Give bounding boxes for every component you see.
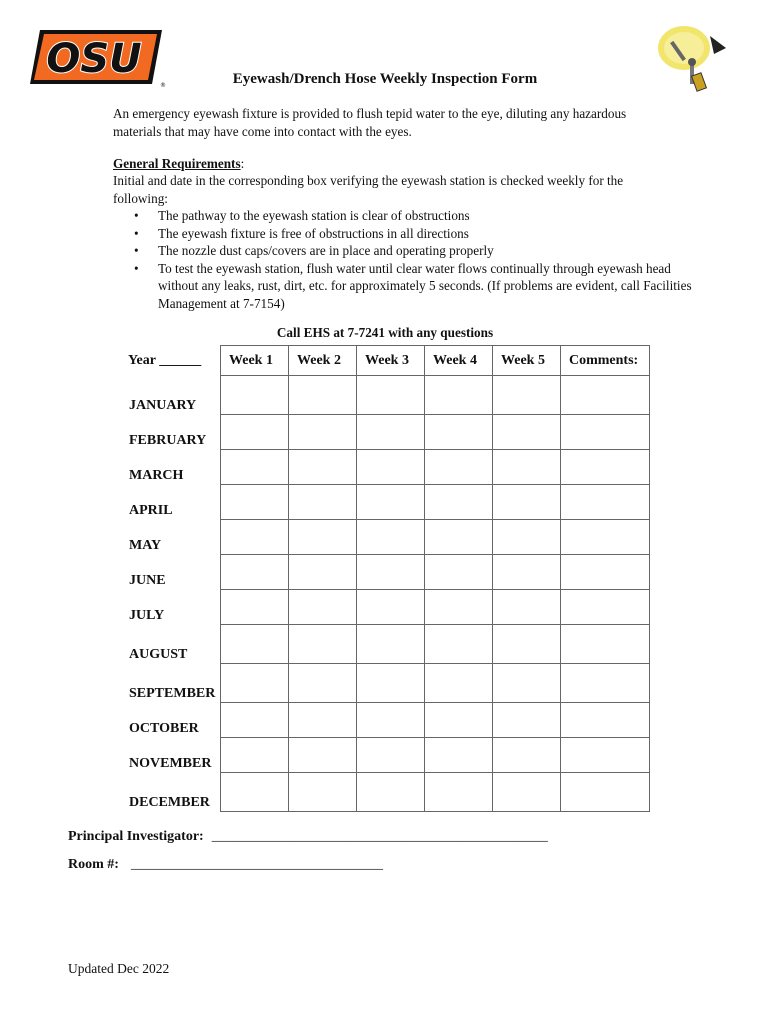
table-row <box>121 703 650 738</box>
week-3-cell[interactable] <box>357 415 425 450</box>
intro-paragraph: An emergency eyewash fixture is provided to flush tepid water to the eye, diluting any hazardous materials that may have come into contact with the eyes. <box>113 106 627 139</box>
eyewash-station-image <box>654 22 730 100</box>
week-4-cell[interactable] <box>425 590 493 625</box>
week-3-header: Week 3 <box>357 346 425 376</box>
month-label: JULY <box>121 590 221 625</box>
month-label: MAY <box>121 520 221 555</box>
week-1-cell[interactable] <box>221 664 289 703</box>
week-2-cell[interactable] <box>289 415 357 450</box>
week-1-cell[interactable] <box>221 415 289 450</box>
week-1-cell[interactable] <box>221 555 289 590</box>
comments-cell[interactable] <box>561 555 650 590</box>
week-3-cell[interactable] <box>357 703 425 738</box>
comments-header: Comments: <box>561 346 650 376</box>
comments-cell[interactable] <box>561 738 650 773</box>
table-header-row <box>121 346 650 376</box>
week-5-cell[interactable] <box>493 520 561 555</box>
week-5-cell[interactable] <box>493 738 561 773</box>
comments-cell[interactable] <box>561 625 650 664</box>
week-5-cell[interactable] <box>493 773 561 812</box>
week-2-cell[interactable] <box>289 625 357 664</box>
pi-input-line[interactable]: ________________________________________________ <box>211 829 548 844</box>
week-3-cell[interactable] <box>357 485 425 520</box>
week-2-cell[interactable] <box>289 738 357 773</box>
month-label: AUGUST <box>121 625 221 664</box>
week-5-cell[interactable] <box>493 625 561 664</box>
week-2-cell[interactable] <box>289 773 357 812</box>
week-4-cell[interactable] <box>425 738 493 773</box>
osu-logo-text: OSU <box>46 36 142 82</box>
week-2-cell[interactable] <box>289 376 357 415</box>
table-row <box>121 450 650 485</box>
week-4-cell[interactable] <box>425 450 493 485</box>
month-label: FEBRUARY <box>121 415 221 450</box>
general-requirements-text: Initial and date in the corresponding box verifying the eyewash station is checked weekly for the following: <box>113 173 624 206</box>
month-label: JANUARY <box>121 376 221 415</box>
month-label: APRIL <box>121 485 221 520</box>
week-4-cell[interactable] <box>425 773 493 812</box>
week-4-cell[interactable] <box>425 520 493 555</box>
call-ehs-note: Call EHS at 7-7241 with any questions <box>276 325 494 340</box>
week-3-cell[interactable] <box>357 738 425 773</box>
requirement-item: • The nozzle dust caps/covers are in place and operating properly <box>113 242 713 260</box>
week-5-cell[interactable] <box>493 485 561 520</box>
general-requirements-heading <box>113 155 244 173</box>
week-4-header: Week 4 <box>425 346 493 376</box>
table-row <box>121 625 650 664</box>
week-5-cell[interactable] <box>493 450 561 485</box>
comments-cell[interactable] <box>561 703 650 738</box>
week-5-header: Week 5 <box>493 346 561 376</box>
week-4-cell[interactable] <box>425 376 493 415</box>
week-4-cell[interactable] <box>425 485 493 520</box>
week-5-cell[interactable] <box>493 703 561 738</box>
week-3-cell[interactable] <box>357 664 425 703</box>
month-label: NOVEMBER <box>121 738 221 773</box>
week-1-header: Week 1 <box>221 346 289 376</box>
table-row <box>121 520 650 555</box>
week-4-cell[interactable] <box>425 664 493 703</box>
comments-cell[interactable] <box>561 773 650 812</box>
requirement-item: • The pathway to the eyewash station is clear of obstructions <box>113 207 713 225</box>
table-row <box>121 773 650 812</box>
table-row <box>121 590 650 625</box>
week-4-cell[interactable] <box>425 625 493 664</box>
requirement-item: • The eyewash fixture is free of obstructions in all directions <box>113 225 713 243</box>
table-row <box>121 415 650 450</box>
week-3-cell[interactable] <box>357 555 425 590</box>
month-rows <box>121 376 650 812</box>
room-field <box>68 857 383 873</box>
requirement-item: • To test the eyewash station, flush water until clear water flows continually through eyewash head without any leaks, rust, dirt, etc. for approximately 5 seconds. (If problems are evident, call Facilities Management at 7-7154) <box>113 260 713 313</box>
table-row <box>121 555 650 590</box>
week-1-cell[interactable] <box>221 485 289 520</box>
svg-text:®: ® <box>160 82 166 89</box>
principal-investigator-field <box>68 829 548 845</box>
week-2-cell[interactable] <box>289 664 357 703</box>
week-1-cell[interactable] <box>221 376 289 415</box>
comments-cell[interactable] <box>561 664 650 703</box>
week-3-cell[interactable] <box>357 590 425 625</box>
month-label: DECEMBER <box>121 773 221 812</box>
week-5-cell[interactable] <box>493 555 561 590</box>
comments-cell[interactable] <box>561 590 650 625</box>
week-1-cell[interactable] <box>221 590 289 625</box>
week-2-cell[interactable] <box>289 450 357 485</box>
room-label: Room #: <box>68 857 119 872</box>
week-1-cell[interactable] <box>221 738 289 773</box>
week-2-cell[interactable] <box>289 703 357 738</box>
week-1-cell[interactable] <box>221 703 289 738</box>
week-3-cell[interactable] <box>357 773 425 812</box>
month-label: SEPTEMBER <box>121 664 221 703</box>
week-5-cell[interactable] <box>493 590 561 625</box>
week-1-cell[interactable] <box>221 625 289 664</box>
table-row <box>121 664 650 703</box>
month-label: OCTOBER <box>121 703 221 738</box>
comments-cell[interactable] <box>561 450 650 485</box>
table-row <box>121 485 650 520</box>
week-4-cell[interactable] <box>425 415 493 450</box>
form-title: Eyewash/Drench Hose Weekly Inspection Form <box>232 71 538 87</box>
comments-cell[interactable] <box>561 485 650 520</box>
week-1-cell[interactable] <box>221 773 289 812</box>
pi-label: Principal Investigator: <box>68 829 204 844</box>
comments-cell[interactable] <box>561 376 650 415</box>
week-2-cell[interactable] <box>289 485 357 520</box>
comments-cell[interactable] <box>561 520 650 555</box>
week-3-cell[interactable] <box>357 376 425 415</box>
week-4-cell[interactable] <box>425 703 493 738</box>
week-2-cell[interactable] <box>289 555 357 590</box>
heading-colon: : <box>240 156 245 171</box>
general-requirements-title: General Requirements <box>113 156 241 171</box>
week-5-cell[interactable] <box>493 376 561 415</box>
requirements-list <box>113 207 713 312</box>
week-2-header: Week 2 <box>289 346 357 376</box>
room-input-line[interactable]: ____________________________________ <box>130 857 383 872</box>
week-5-cell[interactable] <box>493 415 561 450</box>
week-1-cell[interactable] <box>221 450 289 485</box>
table-row <box>121 738 650 773</box>
week-4-cell[interactable] <box>425 555 493 590</box>
table-row <box>121 376 650 415</box>
month-label: MARCH <box>121 450 221 485</box>
year-header[interactable]: Year ______ <box>121 346 221 376</box>
month-label: JUNE <box>121 555 221 590</box>
week-3-cell[interactable] <box>357 520 425 555</box>
week-1-cell[interactable] <box>221 520 289 555</box>
comments-cell[interactable] <box>561 415 650 450</box>
week-3-cell[interactable] <box>357 625 425 664</box>
updated-date: Updated Dec 2022 <box>68 961 170 976</box>
week-5-cell[interactable] <box>493 664 561 703</box>
week-2-cell[interactable] <box>289 590 357 625</box>
week-2-cell[interactable] <box>289 520 357 555</box>
week-3-cell[interactable] <box>357 450 425 485</box>
inspection-table <box>121 345 650 812</box>
